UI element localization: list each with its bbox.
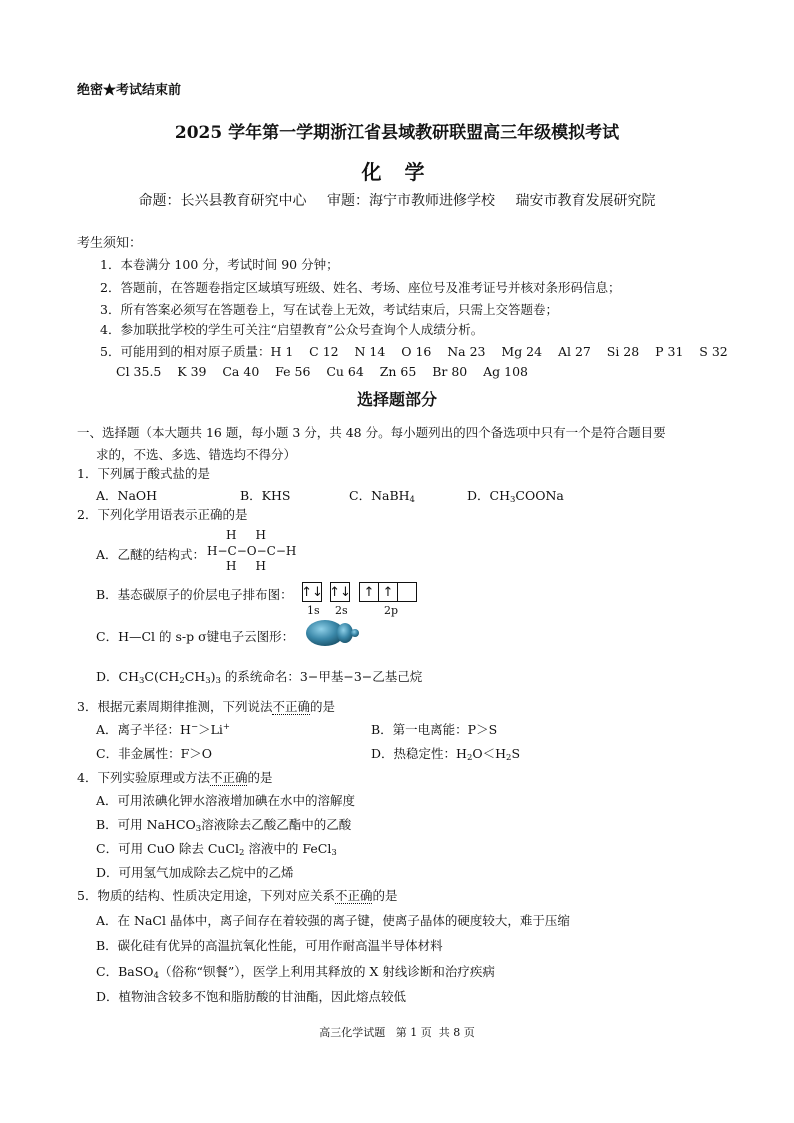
- orbital-box: ↑↓: [302, 582, 322, 602]
- part-instructions-2: 求的，不选、多选、错选均不得分）: [96, 447, 297, 462]
- orbital-2s: [331, 582, 350, 602]
- question-3-stem: 3．根据元素周期律推测，下列说法不正确的是: [77, 699, 335, 714]
- q2-option-d: D．$CH_3C(CH_2CH_3)_3$ 的系统命名：3−甲基−3−乙基己烷: [96, 669, 423, 686]
- authors-line: [0, 190, 794, 210]
- atomic-masses-2: Cl 35.5 K 39 Ca 40 Fe 56 Cu 64 Zn 65 Br 80 Ag 108: [116, 364, 529, 379]
- q4-option-a: A．可用浓碘化钾水溶液增加碘在水中的溶解度: [96, 793, 356, 808]
- label-2s: 2s: [335, 604, 348, 617]
- proposer: 命题：长兴县教育研究中心: [138, 193, 307, 209]
- q2-option-a: A．乙醚的结构式：: [96, 547, 206, 562]
- atomic-masses: 5．可能用到的相对原子质量：H 1 C 12 N 14 O 16 Na 23 Mg 24 Al 27 Si 28 P 31 S 32: [100, 344, 728, 359]
- label-2p: 2p: [384, 604, 399, 617]
- notice-item: 4．参加联批学校的学生可关注“启望教育”公众号查询个人成绩分析。: [100, 322, 484, 337]
- reviewer-2: 瑞安市教育发展研究院: [515, 193, 656, 209]
- q3-option-b: B．第一电离能：P＞S: [371, 722, 498, 737]
- exam-title: 2025 学年第一学期浙江省县域教研联盟高三年级模拟考试: [174, 123, 620, 143]
- confidential-mark: 绝密★考试结束前: [77, 83, 182, 98]
- section-title: 选择题部分: [356, 390, 437, 409]
- orbital-2p: [360, 582, 417, 602]
- orbital-box: ↑↓: [330, 582, 350, 602]
- q4-option-c: C．可用 CuO 除去 CuCl$_2$ 溶液中的 FeCl$_3$: [96, 841, 337, 858]
- orbital-1s: [303, 582, 322, 602]
- question-5-stem: 5．物质的结构、性质决定用途，下列对应关系不正确的是: [77, 888, 398, 903]
- notice-item: 3．所有答案必须写在答题卷上，写在试卷上无效，考试结束后，只需上交答题卷；: [100, 302, 558, 317]
- part-instructions: 一、选择题（本大题共 16 题，每小题 3 分，共 48 分。每小题列出的四个备选项中只有一个是符合题目要: [77, 425, 666, 440]
- ether-structure-top: H H: [226, 528, 267, 542]
- question-2-stem: 2．下列化学用语表示正确的是: [77, 507, 248, 522]
- notice-heading: 考生须知：: [77, 236, 143, 251]
- orbital-box: ↑: [359, 582, 379, 602]
- q3-option-a: A．离子半径：H−＞Li+: [96, 722, 230, 737]
- q2-option-c: C．H—Cl 的 s-p σ键电子云图形：: [96, 629, 295, 644]
- notice-item: 2．答题前，在答题卷指定区域填写班级、姓名、考场、座位号及准考证号并核对条形码信息；: [100, 280, 621, 295]
- orbital-box: [397, 582, 417, 602]
- label-1s: 1s: [307, 604, 320, 617]
- notice-item: 1．本卷满分 100 分，考试时间 90 分钟；: [100, 257, 339, 272]
- question-1-stem: 1．下列属于酸式盐的是: [77, 466, 210, 481]
- q1-option-d: D．$CH_3COONa$: [467, 488, 564, 505]
- electron-cloud-icon: [304, 618, 360, 648]
- q4-option-d: D．可用氢气加成除去乙烷中的乙烯: [96, 865, 294, 880]
- page-footer: 高三化学试题 第 1 页 共 8 页: [319, 1026, 475, 1039]
- subject-title: 化 学: [361, 160, 433, 184]
- q2-option-b: B．基态碳原子的价层电子排布图：: [96, 587, 293, 602]
- ether-structure-main: H−C−O−C−H: [207, 544, 297, 558]
- q3-option-c: C．非金属性：F＞O: [96, 746, 212, 761]
- q5-option-a: A．在 NaCl 晶体中，离子间存在着较强的离子键，使离子晶体的硬度较大，难于压缩: [96, 913, 570, 928]
- q5-option-b: B．碳化硅有优异的高温抗氧化性能，可用作耐高温半导体材料: [96, 938, 443, 953]
- orbital-box: ↑: [378, 582, 398, 602]
- q5-option-c: C．BaSO$_4$（俗称“钡餐”），医学上利用其释放的 X 射线诊断和治疗疾病: [96, 964, 495, 981]
- question-4-stem: 4．下列实验原理或方法不正确的是: [77, 770, 273, 785]
- reviewer: 审题：海宁市教师进修学校: [327, 193, 495, 209]
- q1-option-b: B．KHS: [240, 488, 291, 503]
- ether-structure-bottom: H H: [226, 559, 267, 573]
- q3-option-d: D．热稳定性：$H_2O<H_2S$: [371, 746, 521, 763]
- q5-option-d: D．植物油含较多不饱和脂肪酸的甘油酯，因此熔点较低: [96, 989, 407, 1004]
- q1-option-a: A．NaOH: [96, 488, 158, 503]
- q1-option-c: C．NaBH$_4$: [349, 488, 415, 505]
- q4-option-b: B．可用 NaHCO$_3$溶液除去乙酸乙酯中的乙酸: [96, 817, 352, 834]
